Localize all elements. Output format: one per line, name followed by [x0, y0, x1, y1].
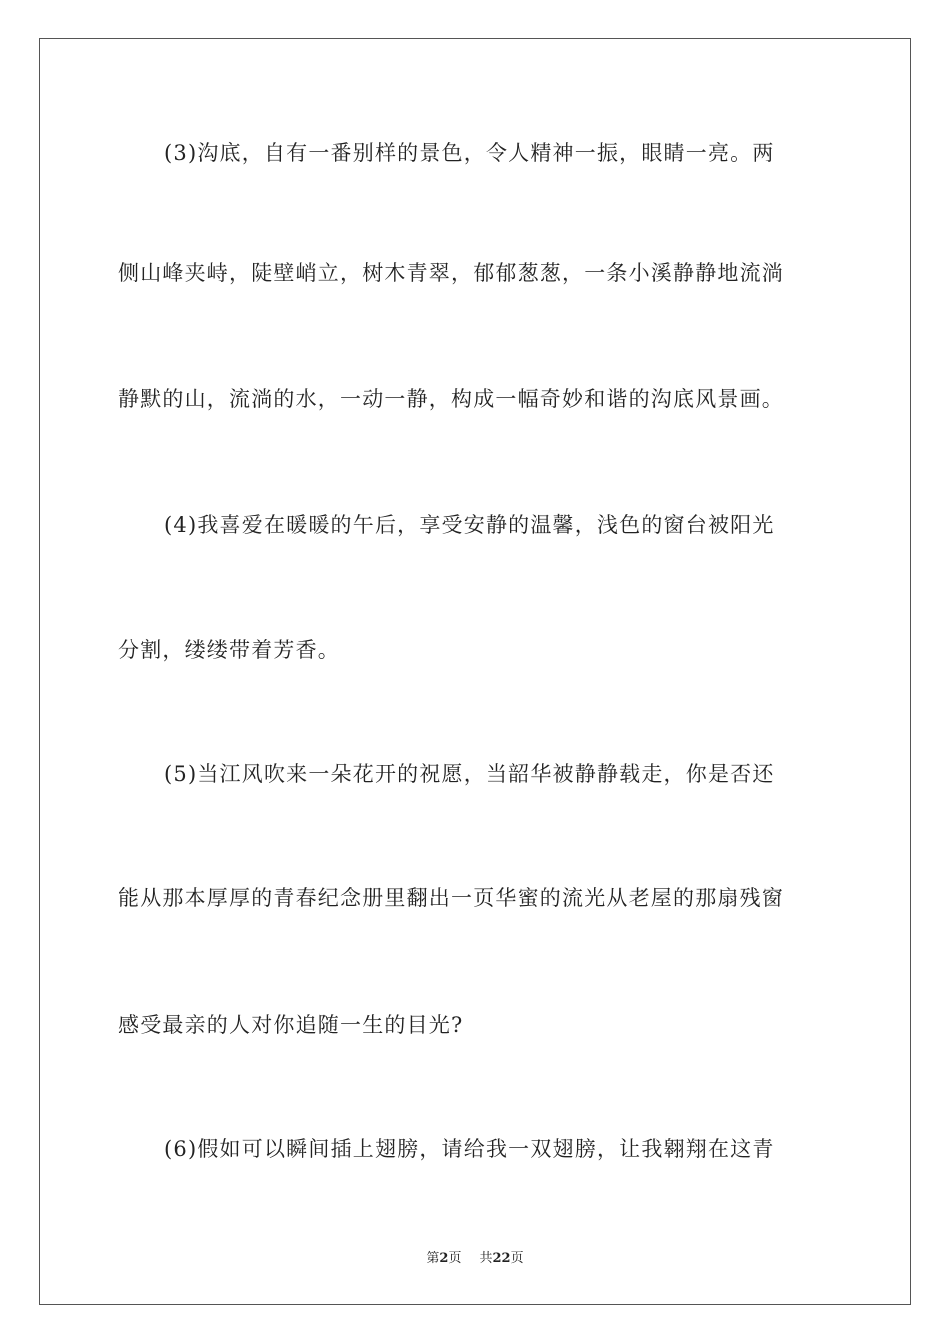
text-line: (5)当江风吹来一朵花开的祝愿，当韶华被静静载走，你是否还 [164, 762, 775, 786]
text-line: (6)假如可以瞬间插上翅膀，请给我一双翅膀，让我翱翔在这青 [164, 1137, 775, 1161]
text-line: 分割，缕缕带着芳香。 [118, 638, 340, 662]
text-line: 能从那本厚厚的青春纪念册里翻出一页华蜜的流光从老屋的那扇残窗 [118, 886, 784, 910]
page-footer [0, 1247, 950, 1266]
text-line: (4)我喜爱在暖暖的午后，享受安静的温馨，浅色的窗台被阳光 [164, 513, 775, 537]
text-line: 侧山峰夹峙，陡壁峭立，树木青翠，郁郁葱葱，一条小溪静静地流淌 [118, 261, 784, 285]
text-line: (3)沟底，自有一番别样的景色，令人精神一振，眼睛一亮。两 [164, 141, 775, 165]
page-suffix: 页 [448, 1251, 462, 1266]
total-suffix: 页 [510, 1251, 524, 1266]
page-prefix: 第 [426, 1251, 440, 1266]
text-line: 静默的山，流淌的水，一动一静，构成一幅奇妙和谐的沟底风景画。 [118, 387, 784, 411]
total-prefix: 共 [479, 1251, 493, 1266]
page-border [39, 38, 911, 1305]
page-number: 2 [439, 1251, 449, 1266]
total-pages: 22 [492, 1251, 511, 1266]
text-line: 感受最亲的人对你追随一生的目光? [118, 1013, 464, 1037]
